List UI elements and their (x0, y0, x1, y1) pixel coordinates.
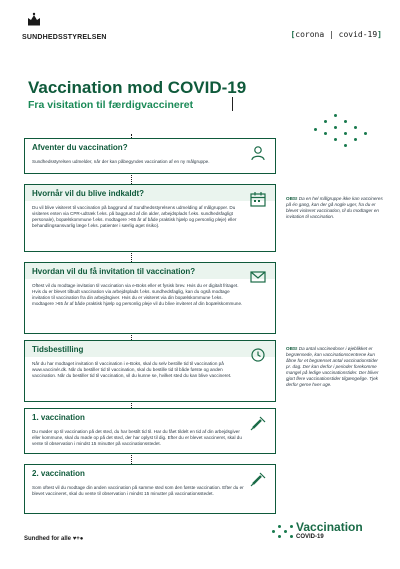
step-card-first-vaccination (24, 408, 276, 454)
step-body: Når du har modtaget invitation til vaccination i e-Boks, skal du selv bestille tid til vaccination på www.vaccinér.dk. Når du bestiller tid til vaccination, skal du bestille tid til både første og anden vaccination. Når du bestiller tid til vaccination, vil du kunne se, hvilket sted du kan blive vaccineret. (32, 361, 232, 378)
step-body: Oftest vil du modtage invitation til vaccination via e-Boks eller et fysisk brev. Hvis du er digitalt fritaget. Hvis du er blevet tilbudt vaccination via arbejdsplads f.eks. sundhedsfaglig, kan du også modtage invitation til vaccination fra din arbejdsgiver. Hvis du er visiteret via din bopælskommune f.eks. modtagere >65 år af både praktisk hjælp og personlig pleje vil du blive inviteret af din bopælskommune. (32, 283, 243, 306)
note-visitation: OBS! Da en hel målgruppe ikke kan vaccineres på én gang, kan der gå nogle uger, fra du er blevet visiteret vaccination, til du modtager en invitation til vaccination. (286, 196, 383, 219)
page-title: Vaccination mod COVID-19 (28, 78, 247, 97)
step-body: Du vil blive visiteret til vaccination på baggrund af Sundhedsstyrelsens udmelding af målgrupper. Du visiteres enten via CPR-udtræk f.eks. på baggrund af din alder, arbejdsplads f.eks. sundhedsfagligt personale), bopælskommune f.eks. modtagere >65 år af både praktisk hjælp og personlig pleje) eller behandlingsansvarlig læge f.eks. patienter i særlig øget risiko). (32, 205, 237, 228)
brand-word: Vaccination (296, 520, 363, 534)
step-body: Sundhedsstyrelsen udmelder, når der kan påbegyndes vaccination af en ny målgruppe. (32, 159, 210, 164)
brand-sub: COVID-19 (296, 534, 324, 540)
corona-tag: [corona | covid-19] (290, 30, 382, 39)
page-subtitle: Fra visitation til færdigvaccineret (28, 99, 194, 111)
step-heading: Hvornår vil du blive indkaldt? (32, 189, 145, 198)
step-heading: Tidsbestilling (32, 345, 84, 354)
step-heading: 2. vaccination (32, 469, 85, 478)
logo-dots-icon (272, 522, 294, 542)
step-heading: Afventer du vaccination? (32, 143, 128, 152)
step-card-invitation-method (24, 262, 276, 334)
step-heading: 1. vaccination (32, 413, 85, 422)
person-icon (249, 145, 267, 161)
text-cursor (232, 97, 233, 111)
org-name: SUNDHEDSSTYRELSEN (22, 34, 107, 41)
step-body: Som oftest vil du modtage din anden vaccination på samme sted som den første vaccination. Efter du er blevet vaccineret, skal du vente til observation i mindst 15 minutter på vaccinationsstedet. (32, 485, 244, 496)
step-card-awaiting (24, 138, 276, 174)
step-card-invitation-timing (24, 184, 276, 252)
syringe-icon (249, 471, 267, 487)
note-booking: OBS! Da antal vaccinedoser i øjeblikket er begrænsede, kan vaccinationscentrene kun åbne for et begrænset antal vaccinationstider pr. dag. Der kan derfor i perioder forekomme mangel på ledige vaccinationstider. Der bliver gjort flere vaccinationstider tilgængelige. Tjek derfor gerne hver uge. (286, 346, 379, 387)
footer-slogan: Sundhed for alle ♥+● (24, 536, 84, 542)
step-card-booking (24, 340, 276, 402)
syringe-icon (249, 415, 267, 431)
crown-icon (26, 12, 42, 26)
clock-icon (249, 347, 267, 363)
step-body: Du møder op til vaccination på det sted, du har bestilt tid til. Har du fået tildelt en tid af din arbejdsgiver eller kommune, skal du møde op på det sted, der har oplyst til dig. Efter du er blevet vaccineret, skal du vente til observation i mindst 15 minutter på vaccinationsstedet. (32, 429, 242, 446)
step-card-second-vaccination (24, 464, 276, 514)
dot-pattern-icon (310, 110, 370, 160)
vaccination-logo (272, 520, 382, 550)
calendar-icon (249, 191, 267, 207)
heart-plus-icon: ♥+● (72, 536, 84, 542)
envelope-icon (249, 269, 267, 285)
step-heading: Hvordan vil du få invitation til vaccination? (32, 267, 196, 276)
